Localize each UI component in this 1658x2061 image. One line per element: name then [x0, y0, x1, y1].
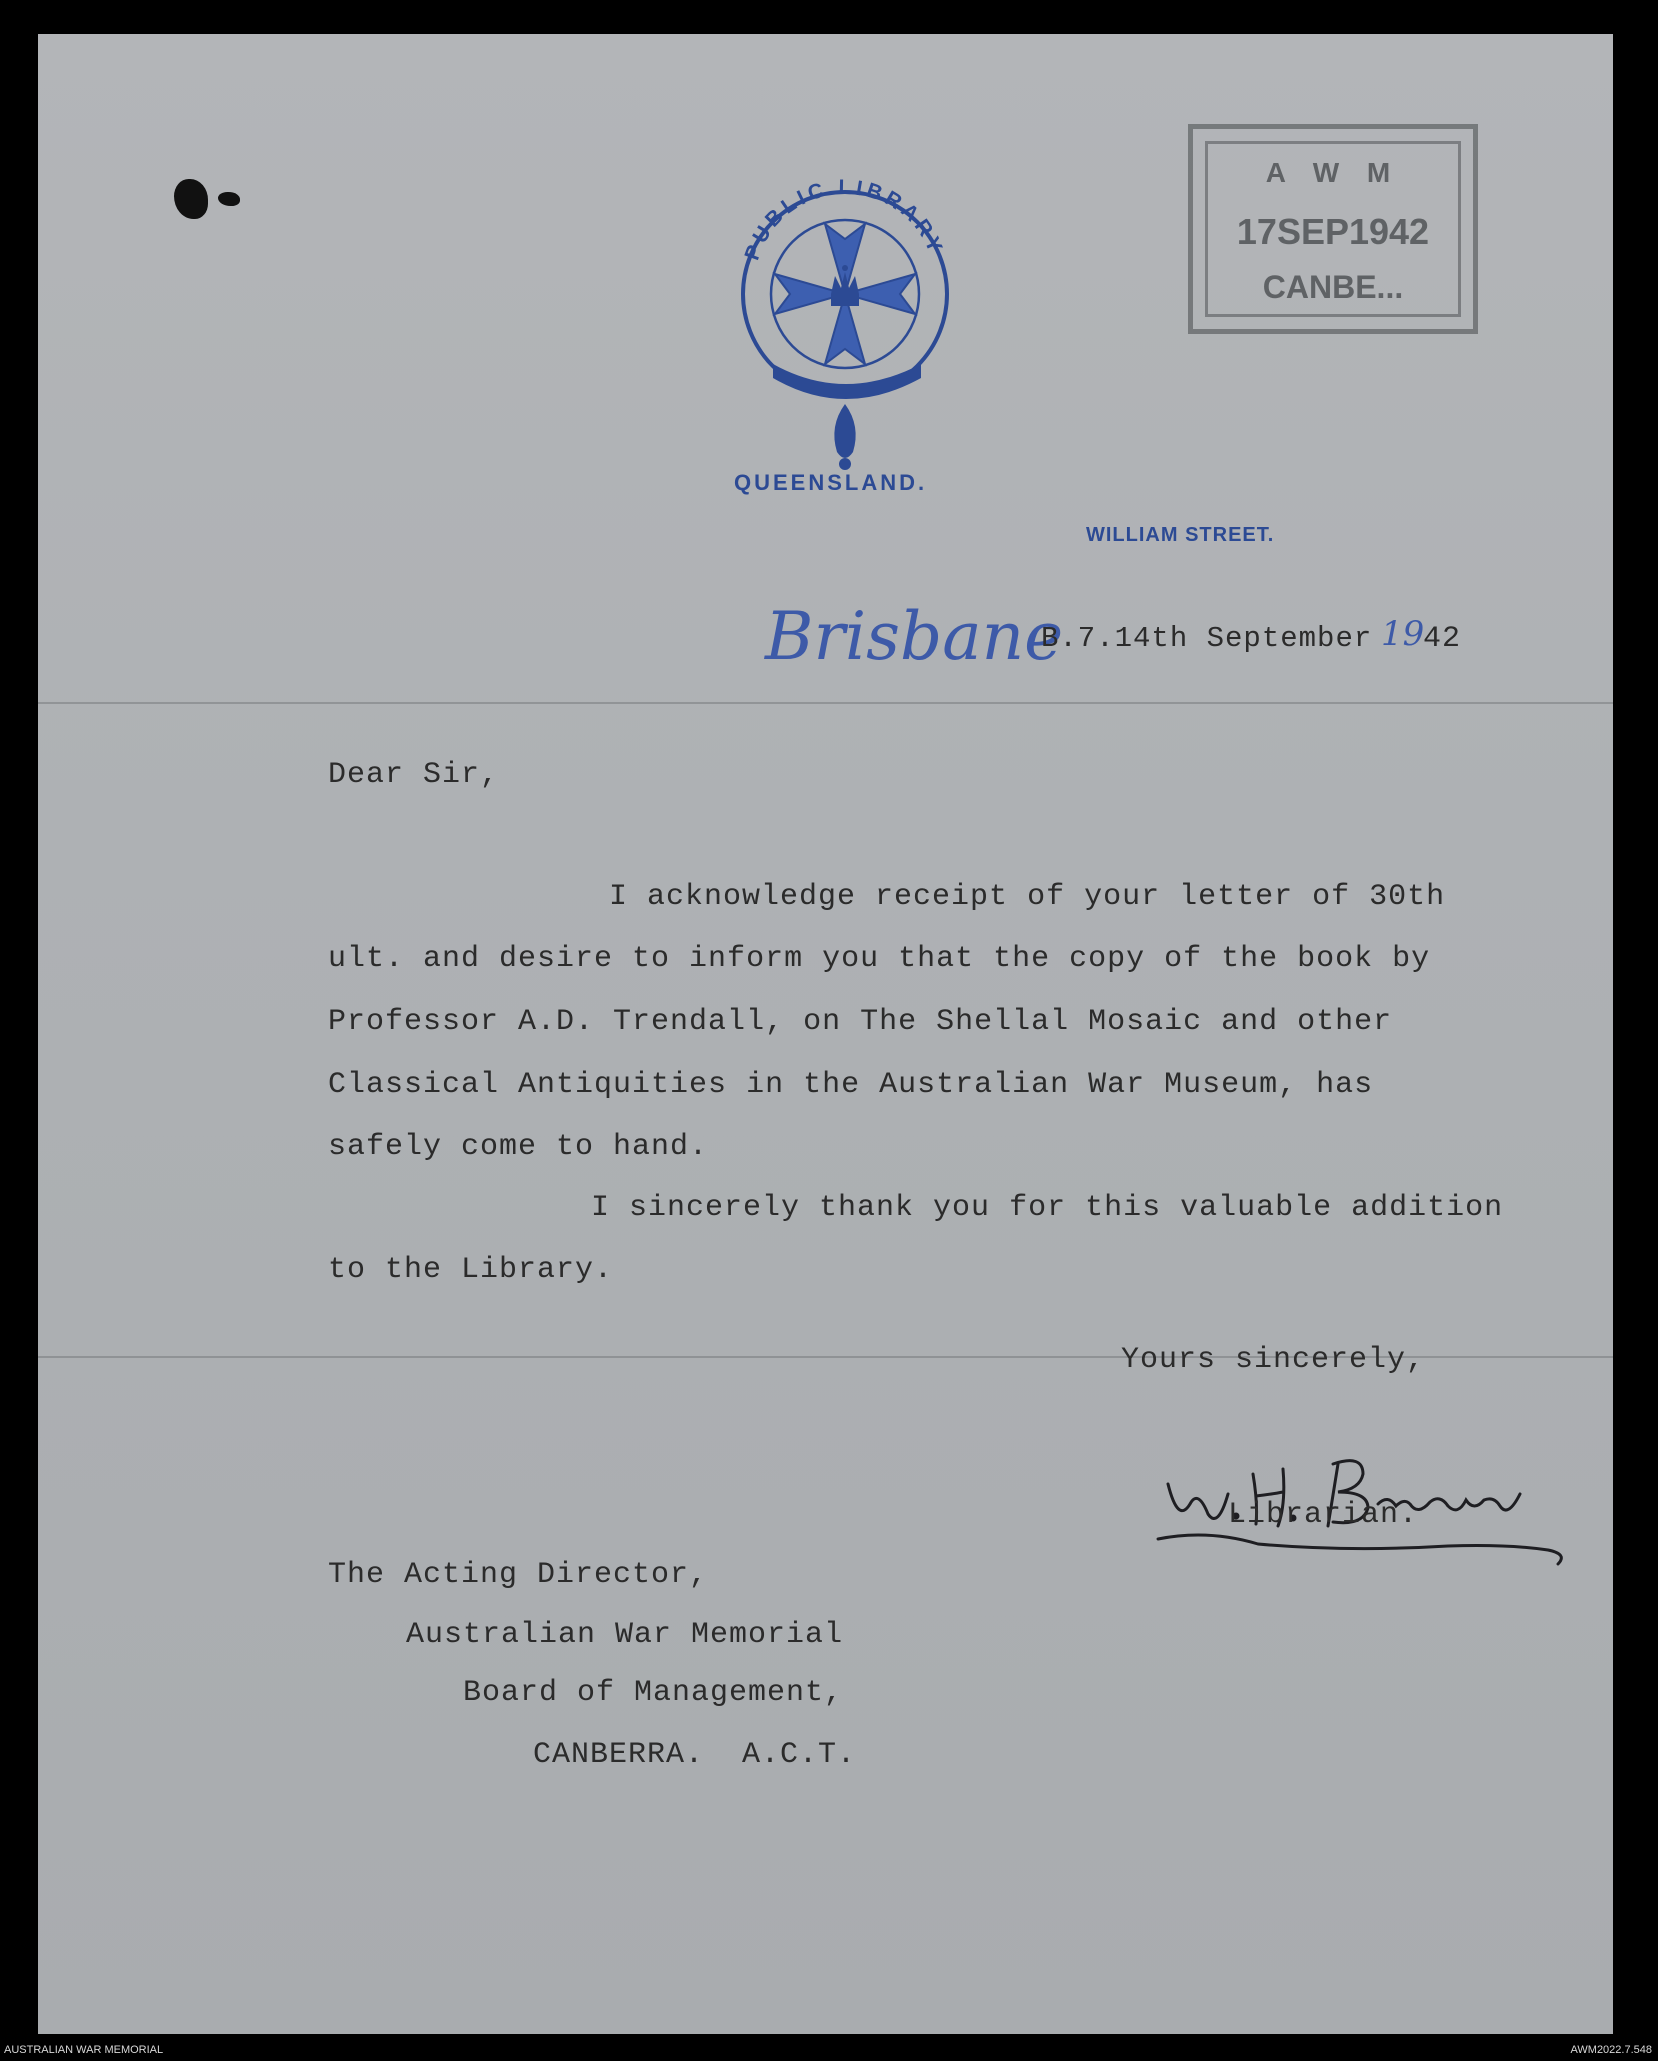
address-line: Board of Management,	[463, 1676, 844, 1710]
letterhead-street: WILLIAM STREET.	[1086, 524, 1275, 546]
salutation: Dear Sir,	[328, 758, 500, 792]
fold-line-upper	[38, 702, 1613, 704]
dateline-year: 42	[1423, 622, 1462, 656]
dateline-city: Brisbane	[765, 598, 1064, 675]
body-line: Classical Antiquities in the Australian War Museum, has	[328, 1068, 1374, 1102]
stamp-org: A W M	[1265, 157, 1401, 188]
received-stamp	[1188, 124, 1478, 334]
footer-institution: AUSTRALIAN WAR MEMORIAL	[4, 2044, 164, 2056]
dateline-century: 19	[1381, 614, 1425, 654]
address-line: CANBERRA. A.C.T.	[533, 1738, 857, 1772]
paper-hole-small	[218, 192, 240, 206]
paper-hole	[174, 179, 208, 219]
dateline-typed: B.7.14th September	[1041, 622, 1373, 655]
signatory-title: Librarian.	[1228, 1498, 1419, 1532]
body-line: Professor A.D. Trendall, on The Shellal Mosaic and other	[328, 1005, 1393, 1039]
stamp-place: CANBE...	[1262, 269, 1404, 305]
public-library-crest-icon	[725, 164, 965, 484]
body-line: safely come to hand.	[328, 1130, 709, 1164]
stamp-date: 17SEP1942	[1236, 211, 1430, 252]
body-line: I sincerely thank you for this valuable addition	[591, 1191, 1504, 1225]
body-line: ult. and desire to inform you that the copy of the book by	[328, 942, 1431, 976]
body-line: I acknowledge receipt of your letter of 30th	[609, 880, 1446, 914]
footer-accession: AWM2022.7.548	[1570, 2044, 1652, 2056]
svg-text:PUBLIC LIBRARY: PUBLIC LIBRARY	[740, 175, 948, 264]
letterhead-state: QUEENSLAND.	[734, 470, 928, 495]
body-line: to the Library.	[328, 1253, 614, 1287]
address-line: The Acting Director,	[328, 1558, 709, 1592]
archive-footer	[0, 2041, 1658, 2061]
closing: Yours sincerely,	[1121, 1343, 1426, 1377]
address-line: Australian War Memorial	[406, 1618, 844, 1652]
letter-page	[38, 34, 1613, 2034]
